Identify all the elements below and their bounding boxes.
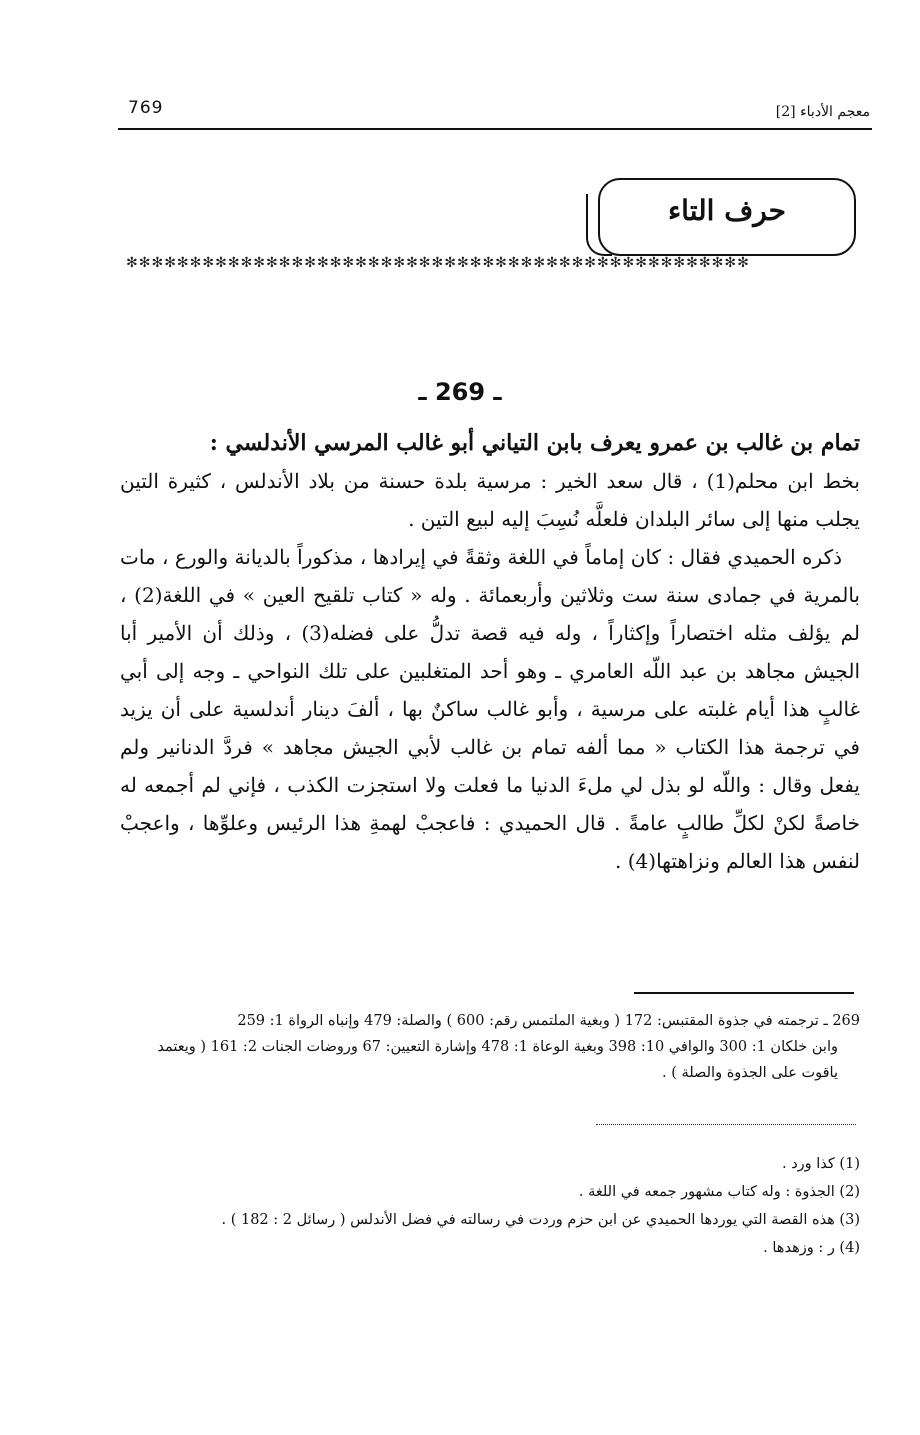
footnotes-list — [120, 1150, 860, 1262]
bibliography-line-1: 269 ـ ترجمته في جذوة المقتبس: 172 ( وبغية الملتمس رقم: 600 ) والصلة: 479 وإنباه الرواة 1: 259 — [237, 1013, 860, 1029]
entry-body — [120, 424, 860, 880]
footnote-4: (4) ر : وزهدها . — [763, 1240, 860, 1256]
page-number: 769 — [128, 98, 164, 118]
entry-paragraph-2: ذكره الحميدي فقال : كان إماماً في اللغة وثقةً في إيرادها ، مذكوراً بالديانة والورع ، مات بالمرية في جمادى سنة ست وثلاثين وأربعمائة . وله « كتاب تلقيح العين » في اللغة(2) ، لم يؤلف مثله اختصاراً وإكثاراً ، وله فيه قصة تدلُّ على فضله(3) ، وذلك أن الأمير أبا الجيش مجاهد بن عبد اللّه العامري ـ وهو أحد المتغلبين على تلك النواحي ـ وجه إلى أبي غالبٍ هذا أيام غلبته على مرسية ، وأبو غالب ساكنٌ بها ، ألفَ دينار أندلسية على أن يزيد في ترجمة هذا الكتاب « مما ألفه تمام بن غالب لأبي الجيش مجاهد » فردَّ الدنانير ولم يفعل وقال : واللّه لو بذل لي ملءَ الدنيا ما فعلت ولا استجزت الكذب ، فإني لم أجمعه له خاصةً لكنْ لكلِّ طالبٍ عامةً . قال الحميدي : فاعجبْ لهمةِ هذا الرئيس وعلوِّها ، واعجبْ لنفس هذا العالم ونزاهتها(4) . — [120, 545, 860, 873]
bibliography-note — [120, 1008, 860, 1086]
running-head-title: معجم الأدباء [2] — [775, 104, 870, 120]
chapter-title: حرف التاء — [668, 194, 786, 227]
bibliography-line-2: وابن خلكان 1: 300 والوافي 10: 398 وبغية الوعاة 1: 478 وإشارة التعيين: 67 وروضات الجنات 2: 161 ( ويعتمد ياقوت على الجذوة والصلة ) . — [157, 1039, 838, 1081]
footnote-3: (3) هذه القصة التي يوردها الحميدي عن ابن حزم وردت في رسالته في فضل الأندلس ( رسائل 2 : 182 ) . — [221, 1212, 860, 1228]
entry-number: ـ 269 ـ — [418, 378, 502, 406]
ornamental-star-rule: ✻✻✻✻✻✻✻✻✻✻✻✻✻✻✻✻✻✻✻✻✻✻✻✻✻✻✻✻✻✻✻✻✻✻✻✻✻✻✻✻✻✻✻✻✻✻✻✻✻ — [126, 255, 750, 271]
footnote-1: (1) كذا ورد . — [781, 1156, 860, 1172]
footnote-separator — [634, 992, 854, 994]
footnote-2: (2) الجذوة : وله كتاب مشهور جمعه في اللغة . — [578, 1184, 860, 1200]
entry-paragraph-1: بخط ابن محلم(1) ، قال سعد الخير : مرسية بلدة حسنة من بلاد الأندلس ، كثيرة التين يجلب منها إلى سائر البلدان فلعلَّه نُسِبَ إليه لبيع التين . — [120, 469, 860, 531]
header-rule — [118, 128, 872, 130]
entry-heading: تمام بن غالب بن عمرو يعرف بابن التياني أبو غالب المرسي الأندلسي : — [209, 430, 860, 456]
dotted-separator — [596, 1124, 856, 1125]
chapter-title-frame — [598, 178, 856, 256]
